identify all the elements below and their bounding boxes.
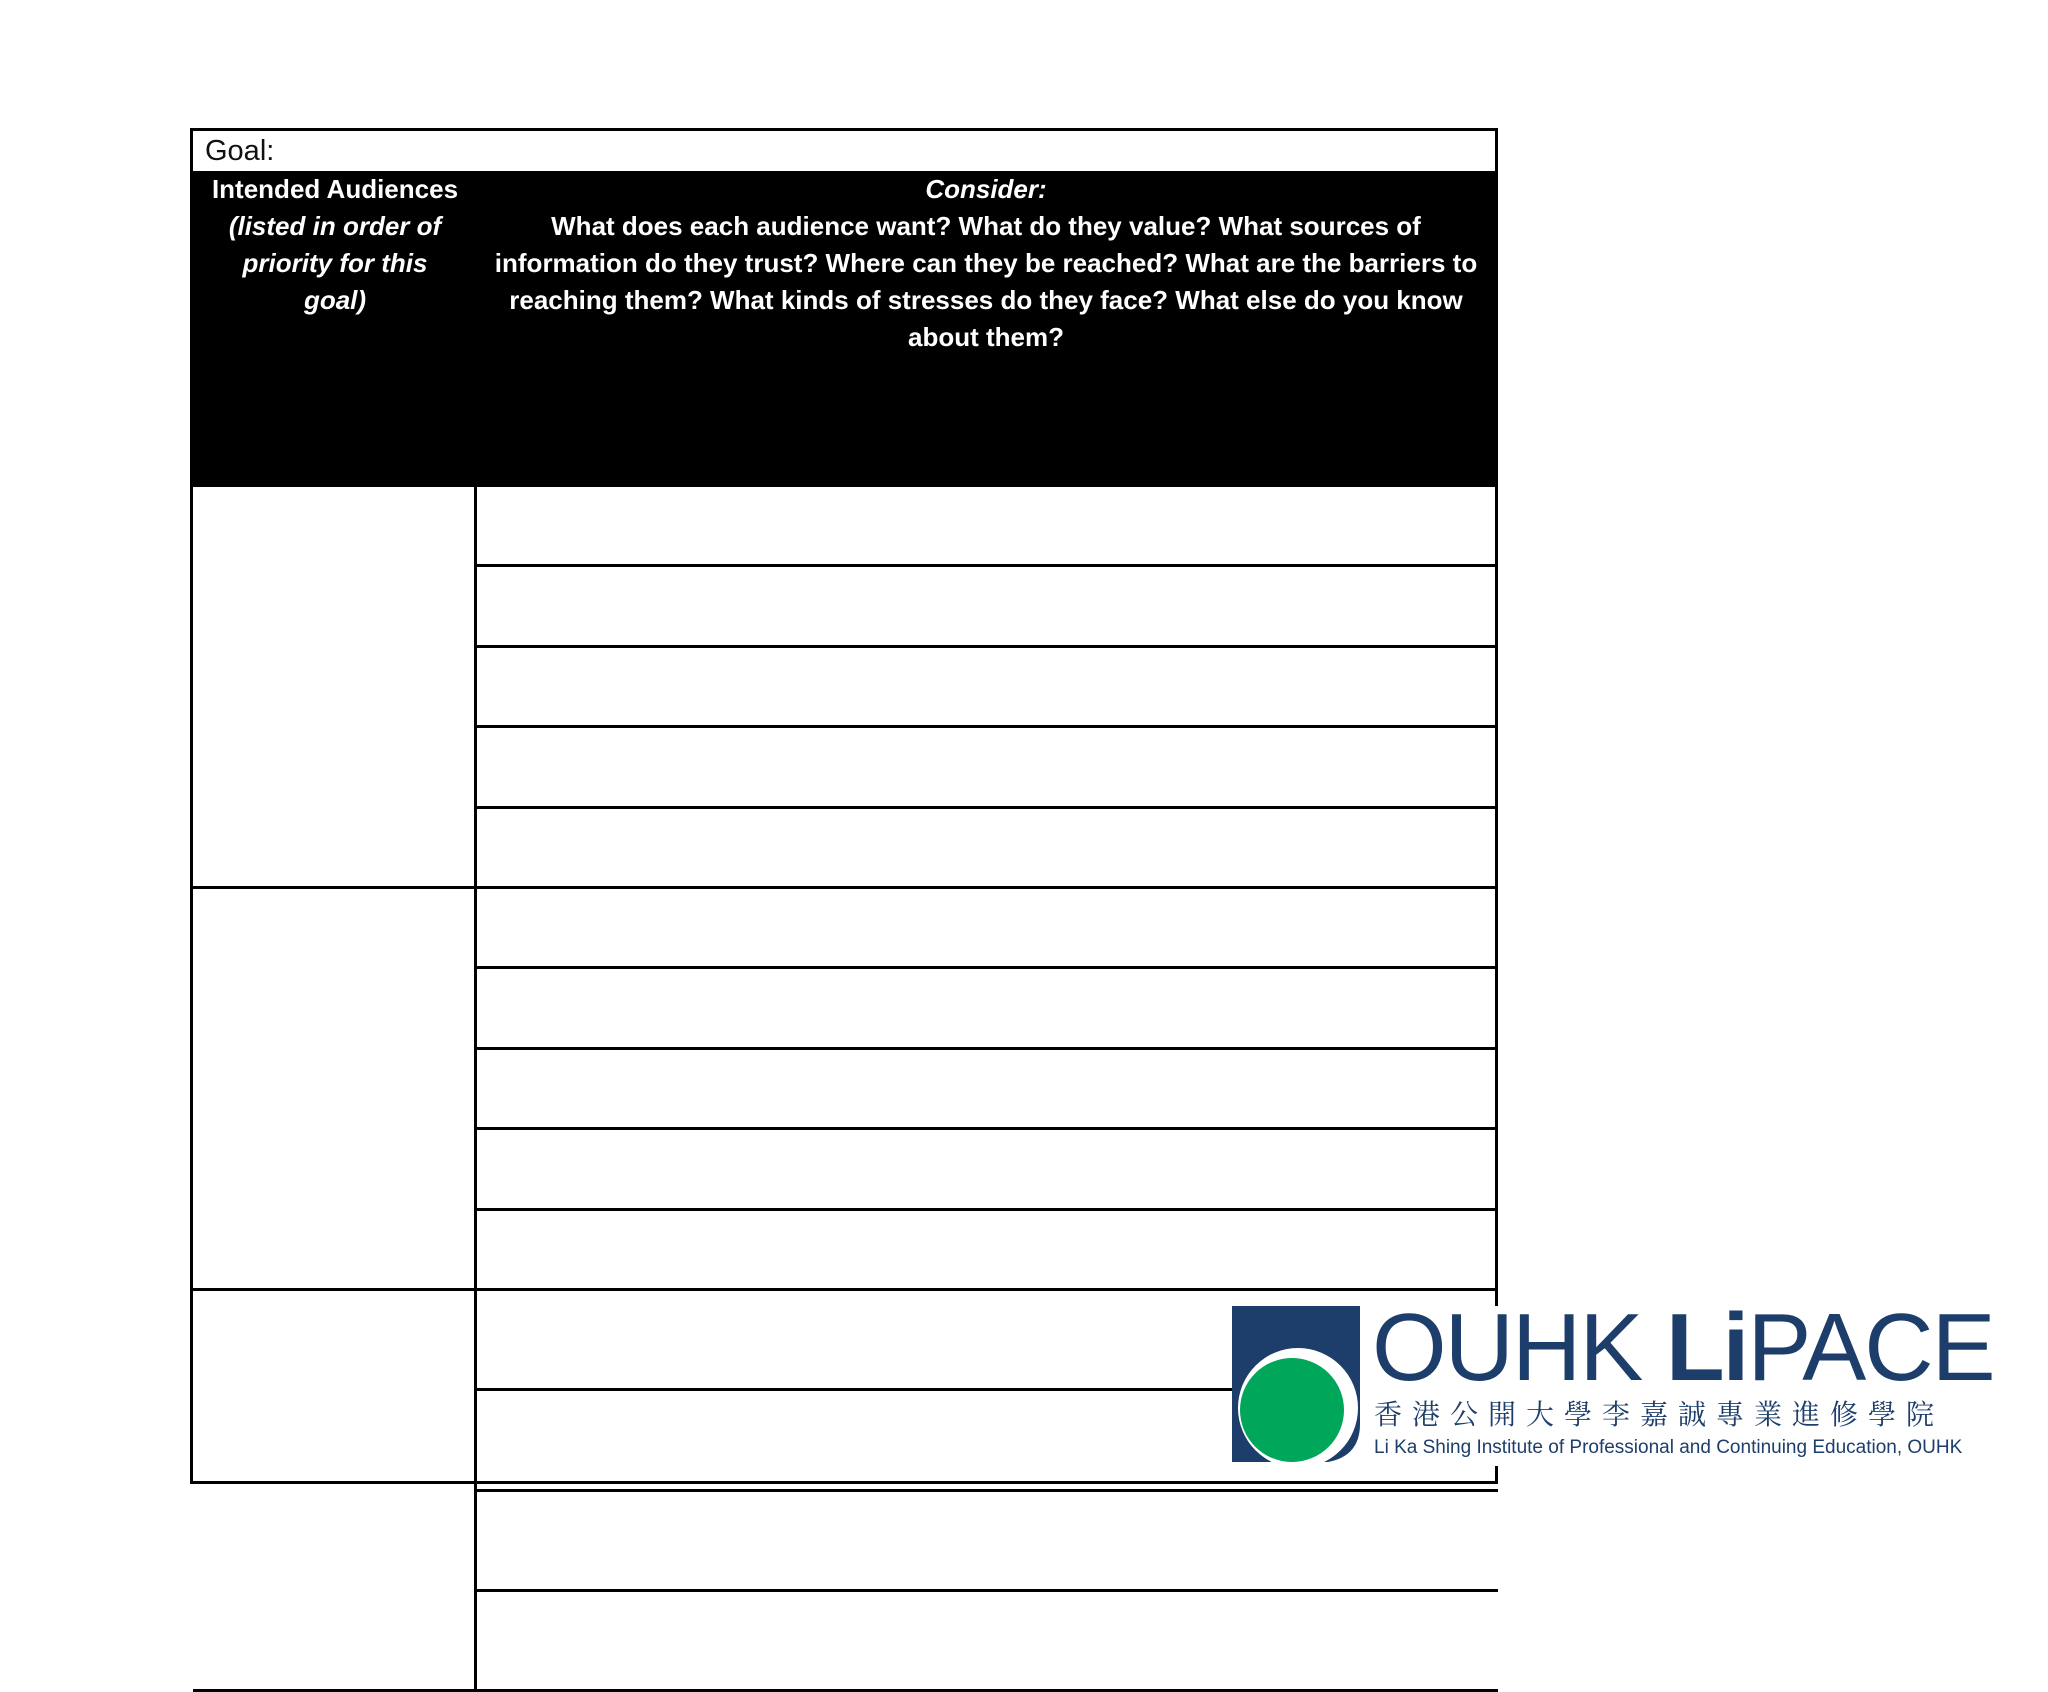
table-header bbox=[193, 171, 1495, 487]
audience-input-cell[interactable] bbox=[193, 1291, 477, 1692]
audience-input-cell[interactable] bbox=[193, 889, 477, 1291]
consider-input-row[interactable] bbox=[477, 1489, 1498, 1492]
consider-input-row[interactable] bbox=[477, 806, 1498, 809]
consider-input-row[interactable] bbox=[477, 645, 1498, 648]
goal-label: Goal: bbox=[205, 135, 275, 167]
goal-row[interactable] bbox=[193, 131, 1495, 171]
logo-chinese-name: 香港公開大學李嘉誠專業進修學院 bbox=[1374, 1398, 1945, 1431]
ouhk-lipace-logo bbox=[1232, 1294, 1994, 1466]
lipace-shield-icon bbox=[1232, 1306, 1362, 1464]
consider-input-row[interactable] bbox=[477, 564, 1498, 567]
header-audience-subtitle: (listed in order of priority for this goal) bbox=[228, 211, 442, 315]
consider-input-row[interactable] bbox=[477, 725, 1498, 728]
audience-worksheet-table bbox=[190, 128, 1498, 1484]
consider-input-row[interactable] bbox=[477, 966, 1498, 969]
header-consider-cell bbox=[477, 171, 1495, 487]
logo-english-name: Li Ka Shing Institute of Professional and Continuing Education, OUHK bbox=[1374, 1437, 1963, 1458]
consider-input-row[interactable] bbox=[477, 886, 1498, 889]
header-audience-title: Intended Audiences bbox=[211, 174, 459, 204]
header-consider-text: What does each audience want? What do they value? What sources of information do they trust? Where can they be reached? What are the barriers to reaching them? What kinds of stresses do they face? What else do you know about them? bbox=[494, 211, 1478, 352]
consider-input-row[interactable] bbox=[477, 1288, 1498, 1291]
logo-wordmark-pace: PACE bbox=[1747, 1294, 1994, 1401]
header-consider-title: Consider: bbox=[925, 174, 1047, 204]
logo-wordmark bbox=[1372, 1294, 1994, 1401]
logo-wordmark-li: Li bbox=[1666, 1294, 1748, 1401]
consider-input-row[interactable] bbox=[477, 1127, 1498, 1130]
header-audience-cell bbox=[193, 171, 477, 487]
consider-input-row[interactable] bbox=[477, 1589, 1498, 1592]
logo-wordmark-ouhk: OUHK bbox=[1372, 1294, 1667, 1401]
consider-input-row[interactable] bbox=[477, 1208, 1498, 1211]
audience-input-cell[interactable] bbox=[193, 487, 477, 889]
consider-input-row[interactable] bbox=[477, 1047, 1498, 1050]
